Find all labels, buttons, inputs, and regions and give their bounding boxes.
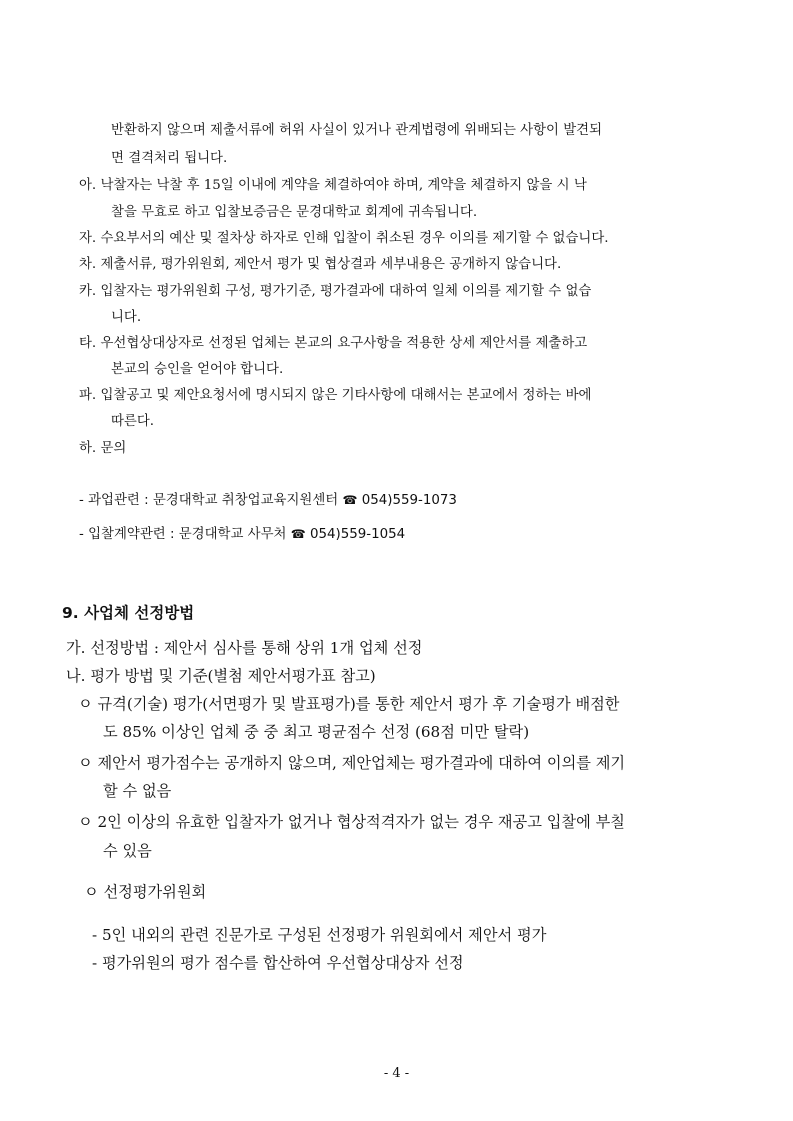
item-ta-line-2: 본교의 승인을 얻어야 합니다. xyxy=(111,362,284,377)
section-9-title: 9. 사업체 선정방법 xyxy=(62,604,195,622)
bullet-2-line-2: 할 수 없음 xyxy=(103,782,172,800)
phone-icon: ☎ xyxy=(342,493,358,507)
committee-detail-1: - 5인 내외의 관련 진문가로 구성된 선정평가 위원회에서 제안서 평가 xyxy=(92,926,547,944)
item-sa-continued-line-2: 면 결격처리 됩니다. xyxy=(111,151,228,166)
bullet-3-line-2: 수 있음 xyxy=(103,842,152,860)
page-number: - 4 - xyxy=(383,1066,410,1081)
bullet-1-line-1: ㅇ 규격(기술) 평가(서면평가 및 발표평가)를 통한 제안서 평가 후 기술평가 배점한 xyxy=(78,695,620,713)
committee-detail-2: - 평가위원의 평가 점수를 합산하여 우선협상대상자 선정 xyxy=(92,954,464,972)
contact-contract-label: - 입찰계약관련 : 문경대학교 사무처 xyxy=(79,527,287,542)
item-ga: 가. 선정방법 : 제안서 심사를 통해 상위 1개 업체 선정 xyxy=(66,639,423,657)
item-cha: 차. 제출서류, 평가위원회, 제안서 평가 및 협상결과 세부내용은 공개하지 않습니다. xyxy=(79,257,562,272)
item-sa-continued-line-1: 반환하지 않으며 제출서류에 허위 사실이 있거나 관계법령에 위배되는 사항이 발견되 xyxy=(111,123,603,138)
committee-heading: ㅇ 선정평가위원회 xyxy=(84,883,207,901)
item-ka-line-1: 카. 입찰자는 평가위원회 구성, 평가기준, 평가결과에 대하여 일체 이의를 제기할 수 없습 xyxy=(79,284,592,299)
contact-contract xyxy=(79,525,405,544)
bullet-1-line-2: 도 85% 이상인 업체 중 중 최고 평균점수 선정 (68점 미만 탈락) xyxy=(103,723,530,741)
item-pa-line-1: 파. 입찰공고 및 제안요청서에 명시되지 않은 기타사항에 대해서는 본교에서 정하는 바에 xyxy=(79,388,592,403)
item-ah-line-2: 찰을 무효로 하고 입찰보증금은 문경대학교 회계에 귀속됩니다. xyxy=(111,205,478,220)
bullet-2-line-1: ㅇ 제안서 평가점수는 공개하지 않으며, 제안업체는 평가결과에 대하여 이의를 제기 xyxy=(78,754,626,772)
item-ja: 자. 수요부서의 예산 및 절차상 하자로 인해 입찰이 취소된 경우 이의를 제기할 수 없습니다. xyxy=(79,231,609,246)
item-ta-line-1: 타. 우선협상대상자로 선정된 업체는 본교의 요구사항을 적용한 상세 제안서를 제출하고 xyxy=(79,336,588,351)
item-ha: 하. 문의 xyxy=(79,441,127,456)
item-pa-line-2: 따른다. xyxy=(111,414,155,429)
contact-project-phone: 054)559-1073 xyxy=(361,493,457,508)
contact-project xyxy=(79,491,457,510)
item-ah-line-1: 아. 낙찰자는 낙찰 후 15일 이내에 계약을 체결하여야 하며, 계약을 체결하지 않을 시 낙 xyxy=(79,178,587,193)
phone-icon: ☎ xyxy=(290,527,306,541)
item-na: 나. 평가 방법 및 기준(별첨 제안서평가표 참고) xyxy=(66,667,376,685)
contact-project-label: - 과업관련 : 문경대학교 취창업교육지원센터 xyxy=(79,493,339,508)
bullet-3-line-1: ㅇ 2인 이상의 유효한 입찰자가 없거나 협상적격자가 없는 경우 재공고 입찰에 부칠 xyxy=(78,813,625,831)
item-ka-line-2: 니다. xyxy=(111,310,142,325)
contact-contract-phone: 054)559-1054 xyxy=(309,527,406,542)
